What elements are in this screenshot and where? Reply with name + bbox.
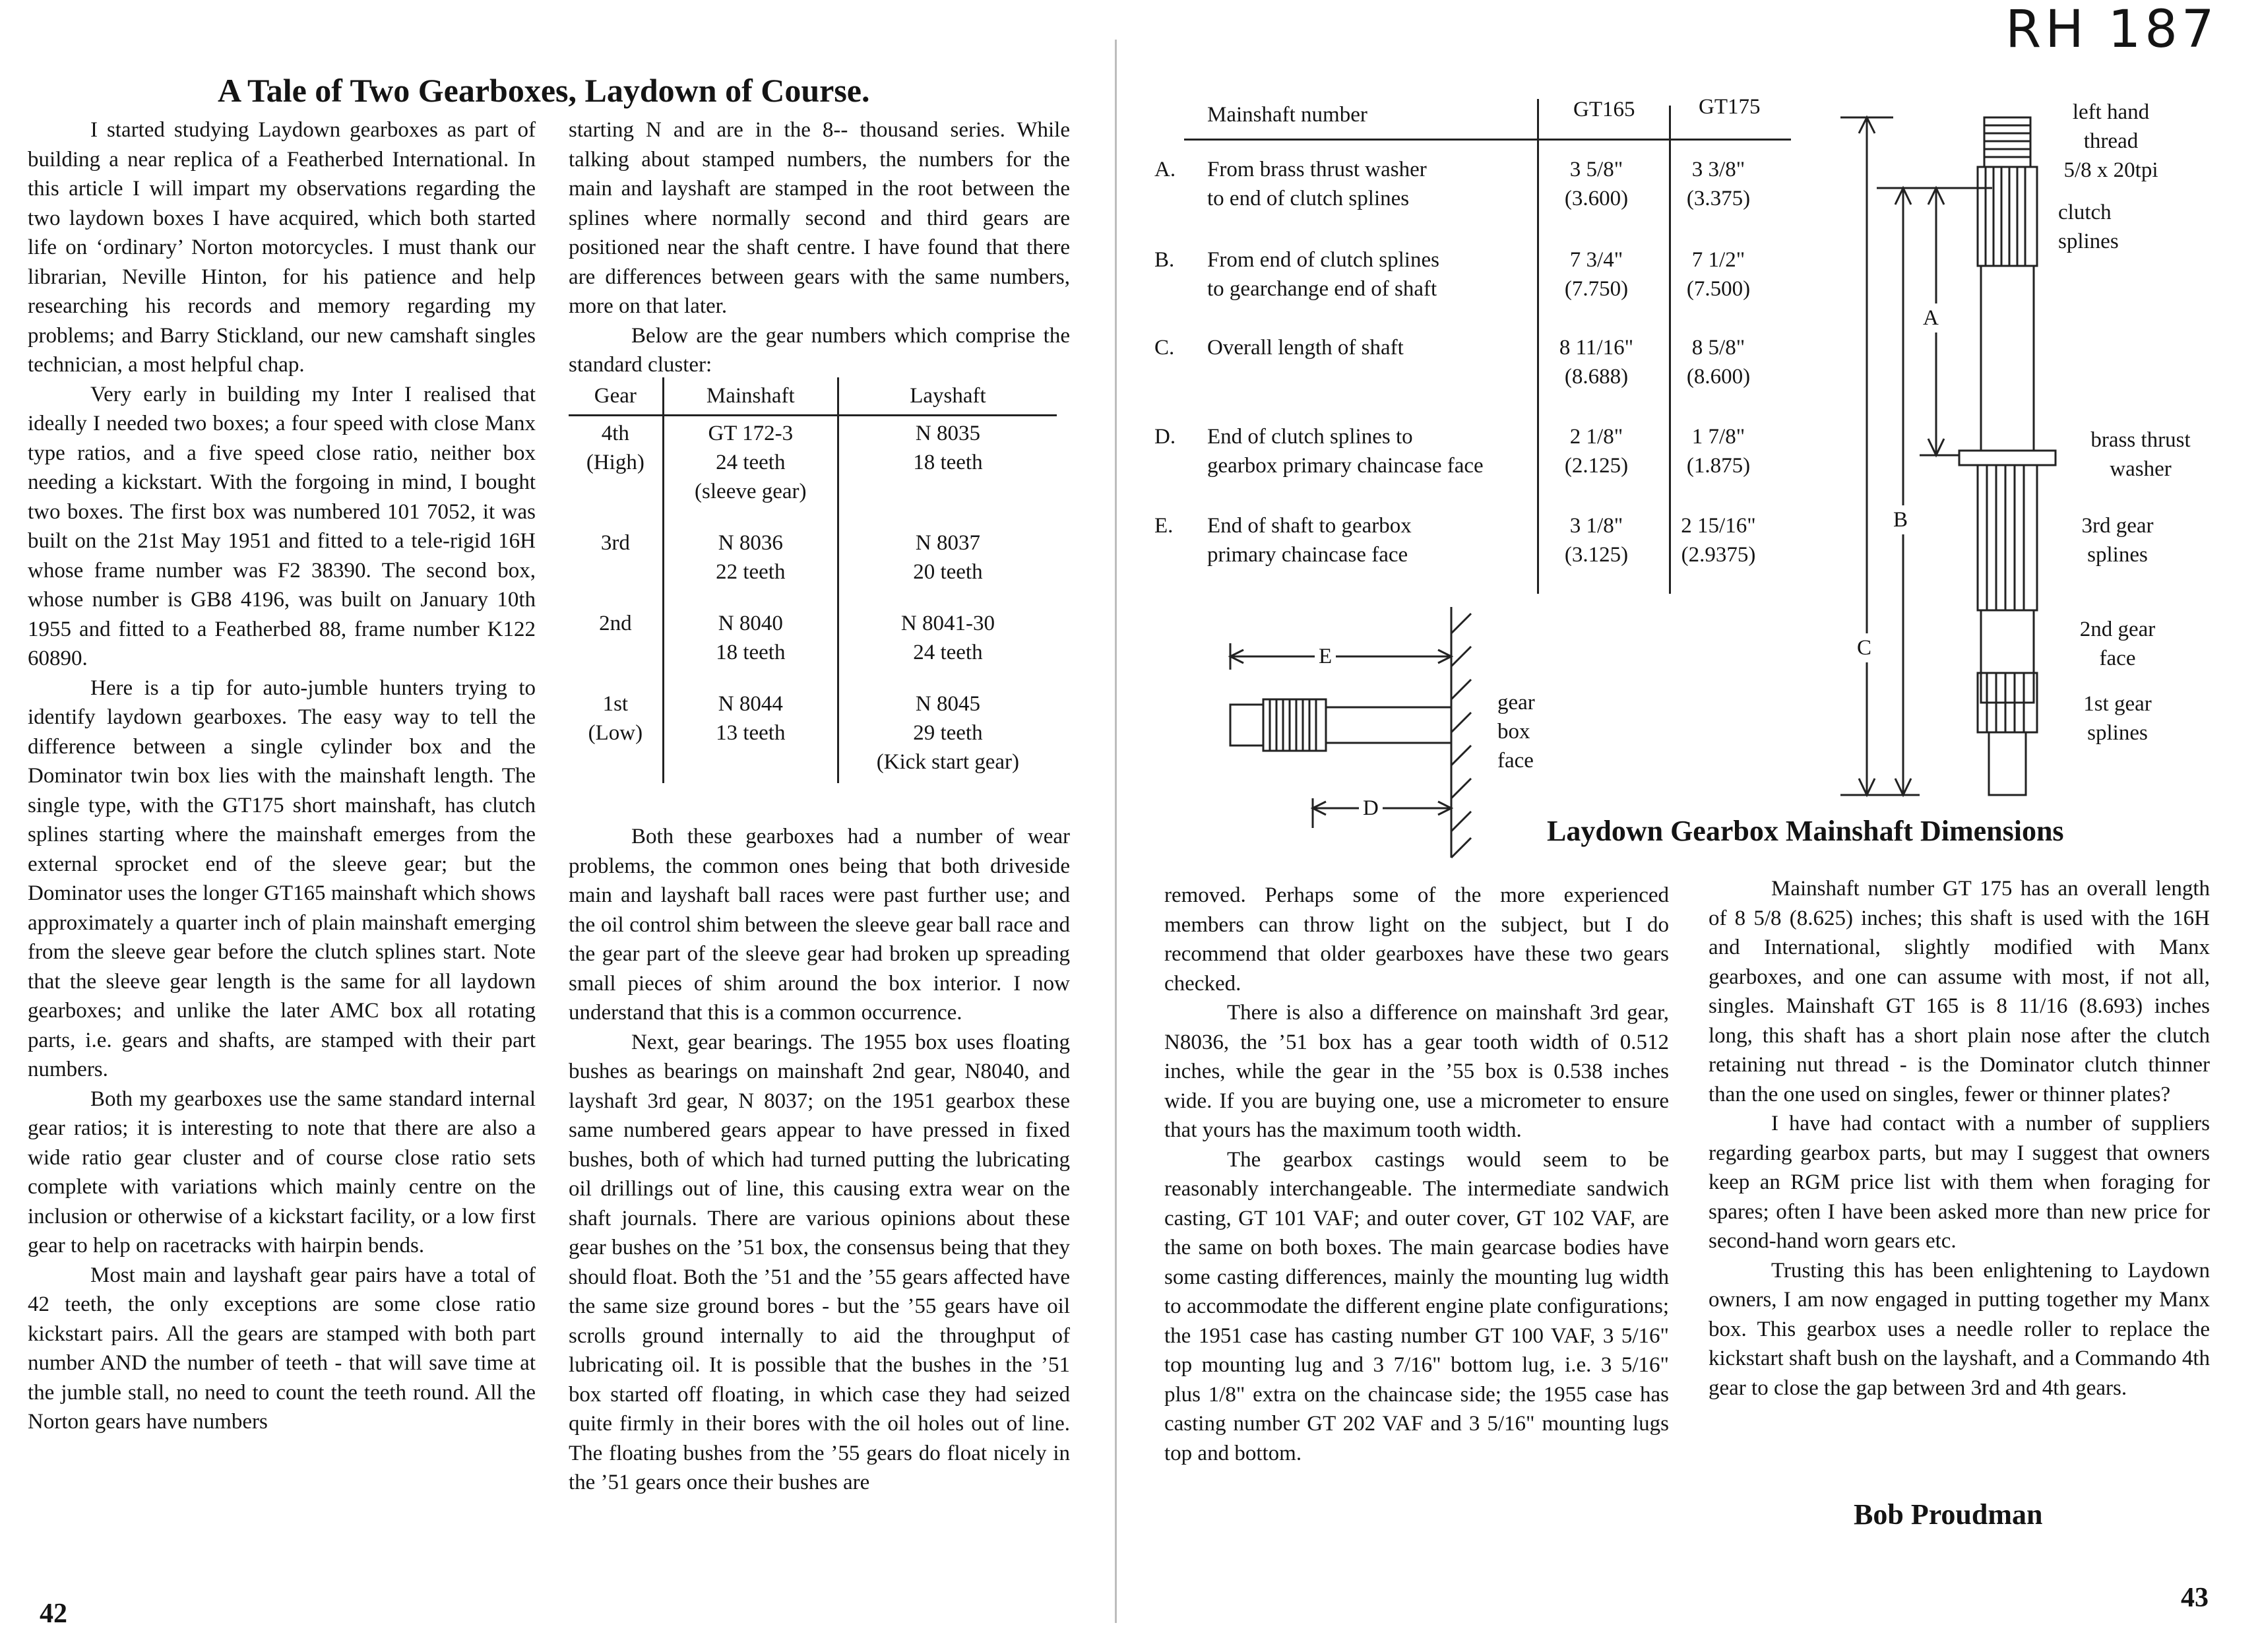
brass-thrust-washer-label: brass thrust washer — [2090, 428, 2191, 481]
paragraph: Next, gear bearings. The 1955 box uses floating bushes as bearings on mainshaft 2nd gear, N8040, and layshaft 3rd gear, N 8037; on the 1951 gearbox these same numbered gears appear to have pressed in fixed bushes, both of which had turned putting the lubricating oil drillings out of line, this causing extra wear on the shaft journals. There are various opinions about these gear bushes on the ’51 box, the consensus being that they should float. Both the ’51 and the ’55 gears affected have the same size ground bores - but the ’55 gears have oil scrolls ground internally to aid the throughput of lubricating oil. It is possible that the bushes in the ’51 box started off floating, in which case they had seized quite firmly in their bores with the oil holes out of line. The floating bushes from the ’55 gears do float nicely in the ’51 gears once their bushes are — [569, 1030, 1070, 1494]
dim-value-gt165: 8 11/16" (8.688) — [1559, 336, 1634, 389]
dimension-label-a: A — [1923, 303, 1939, 333]
dim-value-gt165: 3 1/8" (3.125) — [1564, 514, 1629, 567]
dim-letter: D. — [1154, 425, 1176, 449]
dim-letter: A. — [1154, 158, 1176, 181]
paragraph: Mainshaft number GT 175 has an overall length of 8 5/8 (8.625) inches; this shaft is used with the 16H and International, slightly modified with Manx gearboxes, and one can assume with most, if not all, singles. Mainshaft GT 165 is 8 11/16 (8.693) inches long, this shaft has a short plain nose after the clutch retaining nut thread - is the Dominator clutch thinner than the one used on singles, fewer or thinner plates? — [1709, 877, 2210, 1106]
mainshaft-cell: N 8036 22 teeth — [663, 526, 838, 606]
mainshaft-cell: GT 172-3 24 teeth (sleeve gear) — [663, 416, 838, 526]
paragraph: Trusting this has been enlightening to Laydown owners, I am now engaged in putting together my Manx box. This gearbox uses a needle roller to replace the kickstart shaft bush on the layshaft, and a Commando 4th gear to close the gap between 3rd and 4th gears. — [1709, 1258, 2210, 1400]
thread-label: left hand thread 5/8 x 20tpi — [2063, 100, 2158, 182]
paragraph: Very early in building my Inter I realised that ideally I needed two boxes; a four speed with close Manx type ratios, and a five speed close ratio, neither box needing a kickstart. With the forgoing in mind, I bought two boxes. The first box was numbered 101 7052, it was built on the 21st May 1951 and fitted to a tele-rigid 16H whose frame number was F2 38390. The second box, whose number is GB8 4196, was built on January 10th 1955 and fitted to a Featherbed 88, frame number K122 60890. — [28, 382, 536, 670]
layshaft-cell: N 8035 18 teeth — [913, 422, 983, 474]
center-column-top — [569, 115, 1070, 380]
first-gear-splines-label: 1st gear splines — [2083, 692, 2152, 745]
gear-table-header: Mainshaft — [663, 377, 838, 416]
layshaft-cell: N 8041-30 24 teeth — [900, 612, 995, 664]
dim-table-rule — [1184, 139, 1791, 141]
dim-value-gt165: 3 5/8" (3.600) — [1564, 158, 1629, 210]
article-title: A Tale of Two Gearboxes, Laydown of Course. — [218, 72, 870, 109]
right-column-1 — [1164, 881, 1669, 1468]
right-column-2 — [1709, 874, 2210, 1403]
third-gear-splines-label: 3rd gear splines — [2081, 514, 2154, 567]
second-gear-face-label: 2nd gear face — [2079, 618, 2156, 670]
table-row — [569, 416, 1057, 526]
paragraph: starting N and are in the 8-- thousand series. While talking about stamped numbers, the numbers for the main and layshaft are stamped in the root between the splines where normally second and third gears are positioned near the shaft centre. I have found that there are differences between gears with the same numbers, more on that later. — [569, 118, 1070, 318]
diagram-title: Laydown Gearbox Mainshaft Dimensions — [1547, 815, 2064, 847]
dim-description: Overall length of shaft — [1207, 336, 1404, 360]
dim-value-gt175: 8 5/8" (8.600) — [1686, 336, 1751, 389]
archive-stamp: RH 187 — [2005, 0, 2218, 59]
dim-letter: C. — [1154, 336, 1175, 360]
dimension-label-e: E — [1315, 642, 1336, 671]
dim-value-gt175: 1 7/8" (1.875) — [1686, 425, 1751, 478]
paragraph: I have had contact with a number of suppliers regarding gearbox parts, but may I suggest that owners keep an RGM price list with them when foraging for spares; often I have been asked more than new price for second-hand worn gears etc. — [1709, 1112, 2210, 1253]
paragraph: Both my gearboxes use the same standard internal gear ratios; it is interesting to note that there are also a wide ratio gear cluster and of course close ratio sets complete with variations which mainly centre on the inclusion or otherwise of a kickstart facility, or a low first gear to help on racetracks with hairpin bends. — [28, 1087, 536, 1257]
table-row — [569, 606, 1057, 687]
paragraph: Both these gearboxes had a number of wear problems, the common ones being that both driveside main and layshaft ball races were past further use; and the oil control shim between the sleeve gear ball race and the gear part of the sleeve gear had broken up spreading small pieces of shim around the box interior. I now understand that this is a common occurrence. — [569, 825, 1070, 1025]
dimension-label-c: C — [1857, 633, 1871, 662]
layshaft-cell: N 8045 29 teeth (Kick start gear) — [876, 692, 1020, 774]
page-number-right: 43 — [2181, 1583, 2209, 1613]
dim-value-gt175: 2 15/16" (2.9375) — [1681, 514, 1756, 567]
dim-table-header-gt175: GT175 — [1699, 95, 1761, 119]
gear-table-header-row — [569, 377, 1057, 416]
paragraph: I started studying Laydown gearboxes as part of building a near replica of a Featherbed International. In this article I will impart my observations regarding the two laydown boxes I have acquired, which both started life on ‘ordinary’ Norton motorcycles. I must thank our librarian, Neville Hinton, for his patience and help researching his records and memory regarding my problems; and Barry Stickland, our new camshaft singles technician, a most helpful chap. — [28, 118, 536, 377]
shaft-end-diagram — [1214, 594, 1544, 871]
dimension-label-d: D — [1359, 794, 1383, 823]
paragraph: Here is a tip for auto-jumble hunters trying to identify laydown gearboxes. The easy way to tell the difference between a single cylinder box and the Dominator twin box lies with the mainshaft length. The single type, with the GT175 short mainshaft, has clutch splines starting where the mainshaft emerges from the external sprocket end of the sleeve gear; but the Dominator uses the longer GT165 mainshaft which shows approximately a quarter inch of plain mainshaft emerging from the sleeve gear before the clutch splines start. Note that the sleeve gear length is the same for all laydown gearboxes; and unlike the later AMC box all rotating parts, i.e. gears and shafts, are stamped with their part numbers. — [28, 676, 536, 1081]
paragraph: Below are the gear numbers which comprise the standard cluster: — [569, 323, 1070, 377]
gear-cell: 1st (Low) — [569, 687, 663, 783]
paragraph: There is also a difference on mainshaft 3rd gear, N8036, the ’51 box has a gear tooth width of 0.512 inches, while the gear in the ’55 box is 0.538 inches wide. If you are buying one, use a micrometer to ensure that yours has the maximum tooth width. — [1164, 1001, 1669, 1142]
dim-table-header-label: Mainshaft number — [1207, 103, 1367, 127]
dim-value-gt165: 2 1/8" (2.125) — [1564, 425, 1629, 478]
paragraph: The gearbox castings would seem to be reasonably interchangeable. The intermediate sandwich casting, GT 101 VAF; and outer cover, GT 102 VAF, are the same on both boxes. The main gearcase bodies have some casting differences, mainly the mounting lug width to accommodate the different engine plate configurations; the 1951 case has casting number GT 100 VAF, 3 5/16" top mounting lug and 3 7/16" bottom lug, i.e. 3 5/16" plus 1/8" extra on the chaincase side; the 1955 case has casting number GT 202 VAF and 3 5/16" mounting lugs top and bottom. — [1164, 1147, 1669, 1465]
table-row — [569, 687, 1057, 783]
dim-value-gt175: 7 1/2" (7.500) — [1686, 248, 1751, 301]
gear-cell: 2nd — [569, 606, 663, 687]
dim-description: End of shaft to gearbox primary chaincase face — [1207, 514, 1412, 567]
gear-cell: 4th (High) — [569, 416, 663, 526]
clutch-splines-label: clutch splines — [2058, 201, 2119, 253]
left-page — [0, 0, 1115, 1652]
gear-table-header: Layshaft — [838, 377, 1057, 416]
dim-description: End of clutch splines to gearbox primary chaincase face — [1207, 425, 1484, 478]
dimension-label-b: B — [1893, 505, 1908, 534]
gear-cell: 3rd — [569, 526, 663, 606]
gear-table — [569, 377, 1057, 783]
dim-letter: B. — [1154, 248, 1175, 272]
center-column-bottom — [569, 822, 1070, 1498]
gear-table-header: Gear — [569, 377, 663, 416]
author-name: Bob Proudman — [1854, 1498, 2043, 1531]
layshaft-cell: N 8037 20 teeth — [913, 531, 983, 584]
mainshaft-diagram — [1821, 99, 2085, 805]
page-gutter — [1115, 40, 1117, 1623]
page-number-left: 42 — [40, 1599, 67, 1629]
mainshaft-cell: N 8040 18 teeth — [663, 606, 838, 687]
dim-value-gt165: 7 3/4" (7.750) — [1564, 248, 1629, 301]
table-row — [569, 526, 1057, 606]
left-column — [28, 115, 536, 1437]
dim-value-gt175: 3 3/8" (3.375) — [1686, 158, 1751, 210]
dim-table-header-gt165: GT165 — [1573, 98, 1635, 121]
gearbox-face-label: gear box face — [1497, 691, 1535, 773]
dim-description: From end of clutch splines to gearchange end of shaft — [1207, 248, 1439, 301]
dim-description: From brass thrust washer to end of clutch splines — [1207, 158, 1427, 210]
dim-letter: E. — [1154, 514, 1174, 538]
paragraph: removed. Perhaps some of the more experienced members can throw light on the subject, but I do recommend that older gearboxes have these two gears checked. — [1164, 883, 1669, 996]
mainshaft-cell: N 8044 13 teeth — [663, 687, 838, 783]
paragraph: Most main and layshaft gear pairs have a total of 42 teeth, the only exceptions are some close ratio kickstart pairs. All the gears are stamped with both part number AND the number of teeth - that will save time at the jumble stall, no need to count the teeth round. All the Norton gears have numbers — [28, 1263, 536, 1434]
